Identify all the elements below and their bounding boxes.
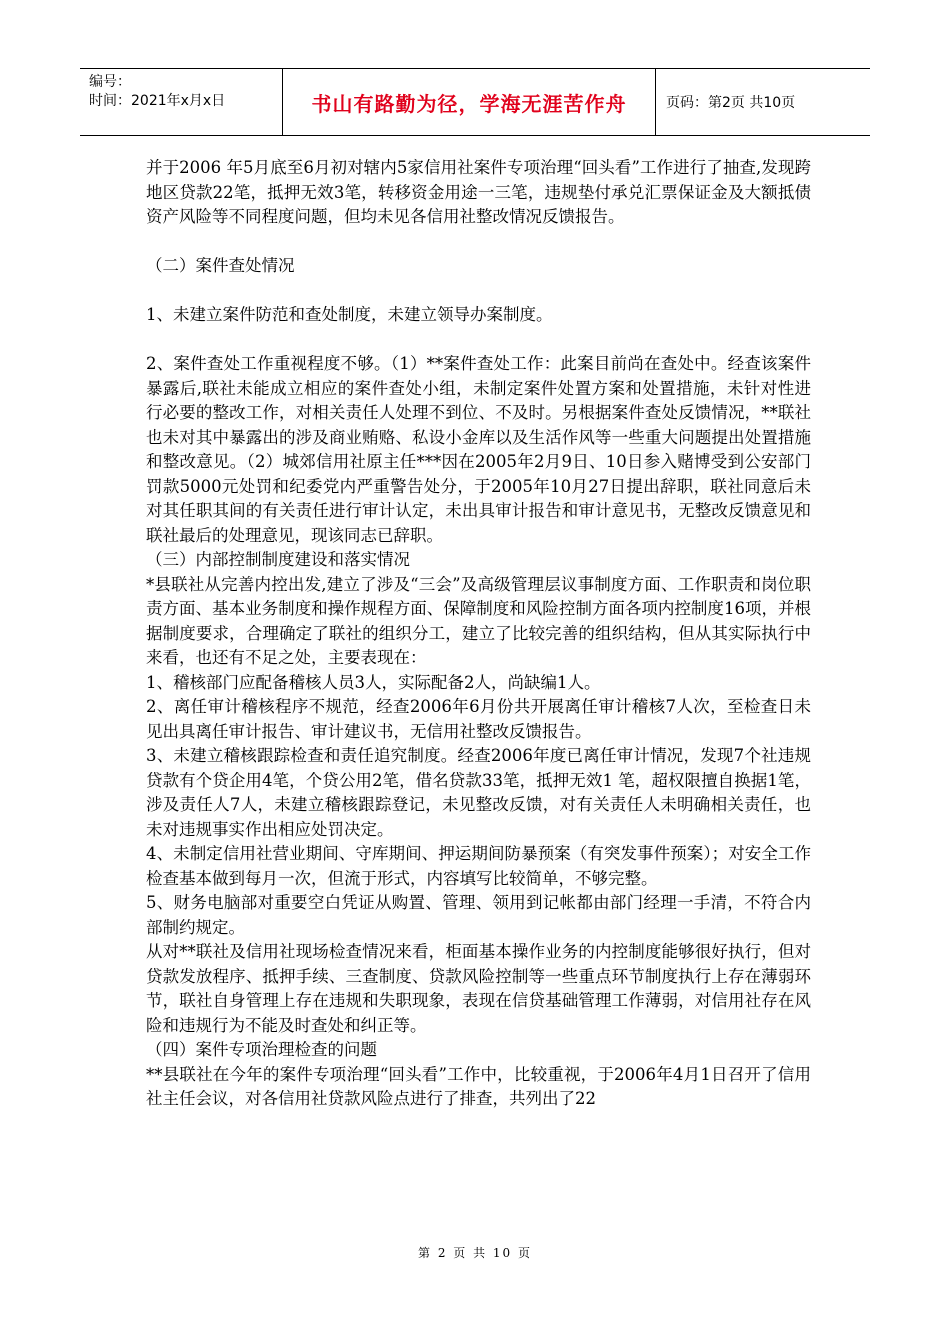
page-footer: 第 2 页 共 10 页: [418, 1246, 532, 1260]
section-heading-4: （四）案件专项治理检查的问题: [146, 1040, 377, 1059]
header-meta: [80, 69, 283, 135]
paragraph-14: **县联社在今年的案件专项治理“回头看”工作中，比较重视，于2006年4月1日召开了信用社主任会议，对各信用社贷款风险点进行了排查，共列出了22: [146, 1064, 811, 1108]
document-number-label: 编号：: [89, 74, 131, 90]
header-page-number: 页码：第2页 共10页: [666, 95, 796, 111]
paragraph-6: *县联社从完善内控出发,建立了涉及“三会”及高级管理层议事制度方面、工作职责和岗位职责方面、基本业务制度和操作规程方面、保障制度和风险控制方面各项内控制度16项，并根据制度要求，合理确定了联社的组织分工，建立了比较完善的组织结构，但从其实际执行中来看，也还有不足之处，主要表现在：: [146, 574, 811, 667]
header-motto: 书山有路勤为径，学海无涯苦作舟: [283, 69, 656, 135]
list-item-4: 4、未制定信用社营业期间、守库期间、押运期间防暴预案（有突发事件预案）；对安全工作检查基本做到每月一次，但流于形式，内容填写比较简单，不够完整。: [146, 844, 811, 888]
list-item-3: 3、未建立稽核跟踪检查和责任追究制度。经查2006年度已离任审计情况，发现7个社违规贷款有个贷企用4笔，个贷公用2笔，借名贷款33笔，抵押无效1 笔，超权限擅自换据1笔，涉及责任人7人，未建立稽核跟踪登记，未见整改反馈，对有关责任人未明确相关责任，也未对违规事实作出相应处罚决定。: [146, 746, 811, 839]
document-time-label: 时间：2021年x月x日: [89, 93, 226, 109]
document-body: [146, 156, 811, 1112]
list-item-5: 5、财务电脑部对重要空白凭证从购置、管理、领用到记帐都由部门经理一手清，不符合内部制约规定。: [146, 893, 811, 937]
list-item-2: 2、离任审计稽核程序不规范，经查2006年6月份共开展离任审计稽核7人次，至检查日未见出具离任审计报告、审计建议书，无信用社整改反馈报告。: [146, 697, 811, 741]
section-heading-3: （三）内部控制制度建设和落实情况: [146, 550, 410, 569]
page-header: [80, 68, 870, 136]
paragraph-1: 并于2006 年5月底至6月初对辖内5家信用社案件专项治理“回头看”工作进行了抽查,发现跨地区贷款22笔，抵押无效3笔，转移资金用途一三笔，违规垫付承兑汇票保证金及大额抵债资产风险等不同程度问题，但均未见各信用社整改情况反馈报告。: [146, 158, 811, 226]
section-heading-2: （二）案件查处情况: [146, 256, 295, 275]
paragraph-12: 从对**联社及信用社现场检查情况来看，柜面基本操作业务的内控制度能够很好执行，但对贷款发放程序、抵押手续、三查制度、贷款风险控制等一些重点环节制度执行上存在薄弱环节，联社自身管理上存在违规和失职现象，表现在信贷基础管理工作薄弱，对信用社存在风险和违规行为不能及时查处和纠正等。: [146, 942, 811, 1035]
paragraph-4: 2、案件查处工作重视程度不够。（1）**案件查处工作：此案目前尚在查处中。经查该案件暴露后,联社未能成立相应的案件查处小组，未制定案件处置方案和处置措施，未针对性进行必要的整改工作，对相关责任人处理不到位、不及时。另根据案件查处反馈情况，**联社也未对其中暴露出的涉及商业贿赂、私设小金库以及生活作风等一些重大问题提出处置措施和整改意见。（2）城郊信用社原主任***因在2005年2月9日、10日参入赌博受到公安部门罚款5000元处罚和纪委党内严重警告处分，于2005年10月27日提出辞职，联社同意后未对其任职其间的有关责任进行审计认定，未出具审计报告和审计意见书，无整改反馈意见和联社最后的处理意见，现该同志已辞职。: [146, 354, 811, 545]
list-item-1: 1、稽核部门应配备稽核人员3人，实际配备2人，尚缺编1人。: [146, 672, 601, 692]
paragraph-3: 1、未建立案件防范和查处制度，未建立领导办案制度。: [146, 305, 553, 324]
